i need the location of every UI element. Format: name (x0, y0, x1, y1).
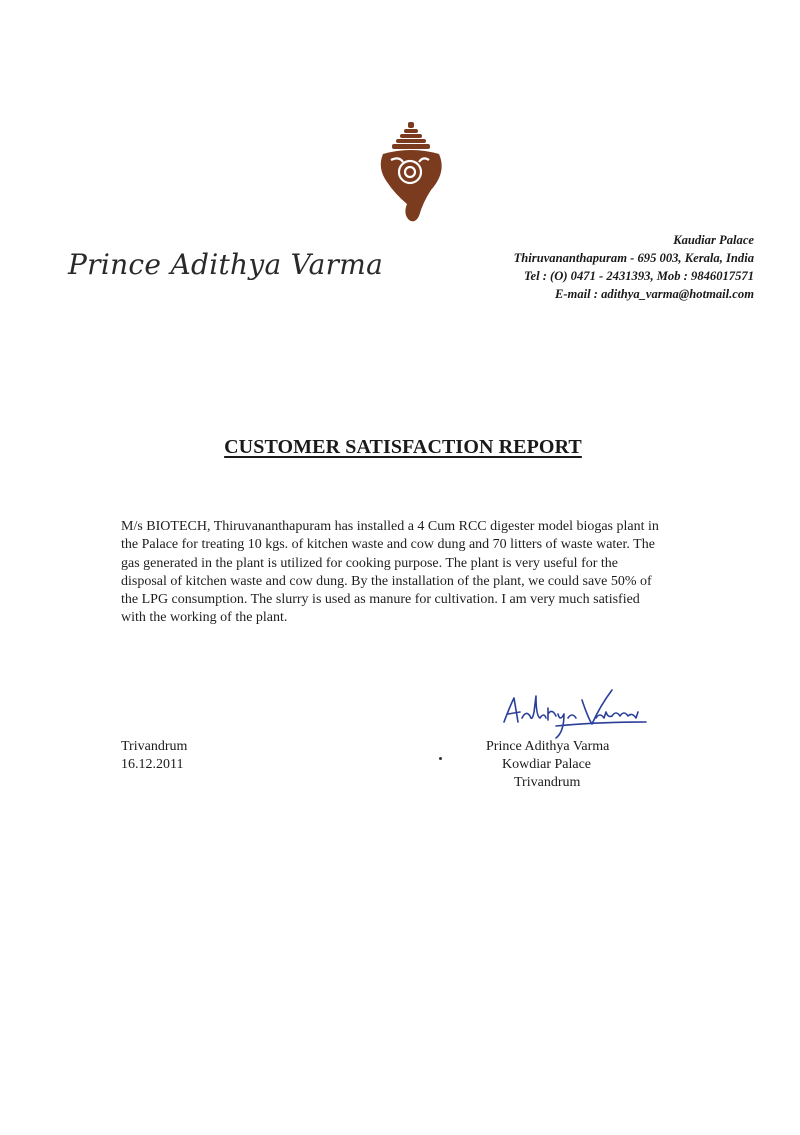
letterhead-address (414, 231, 754, 303)
document-title: CUSTOMER SATISFACTION REPORT (224, 436, 582, 458)
place-date-block (121, 738, 187, 774)
report-body: M/s BIOTECH, Thiruvananthapuram has installed a 4 Cum RCC digester model biogas plant in the Palace for treating 10 kgs. of kitchen waste and cow dung and 70 litters of waste water. The gas generated in the plant is utilized for cooking purpose. The plant is very useful for the disposal of kitchen waste and cow dung. By the installation of the plant, we could save 50% of the LPG consumption. The slurry is used as manure for cultivation. I am very much satisfied with the working of the plant. (121, 519, 659, 626)
letterhead-name: Prince Adithya Varma (68, 248, 384, 281)
signatory-name: Prince Adithya Varma (486, 739, 610, 754)
stray-mark (439, 757, 442, 760)
handwritten-signature (496, 688, 652, 744)
signatory-city: Trivandrum (514, 775, 581, 790)
conch-shell-emblem-icon (373, 120, 449, 226)
signatory-palace: Kowdiar Palace (502, 757, 592, 772)
address-line-phone: Tel : (O) 0471 - 2431393, Mob : 9846017571 (523, 269, 754, 283)
address-line-palace: Kaudiar Palace (673, 233, 754, 247)
address-line-city: Thiruvananthapuram - 695 003, Kerala, India (513, 251, 754, 265)
address-line-email: E-mail : adithya_varma@hotmail.com (554, 287, 754, 301)
date-text: 16.12.2011 (121, 757, 184, 772)
signatory-block (486, 738, 609, 792)
place-text: Trivandrum (121, 739, 188, 754)
